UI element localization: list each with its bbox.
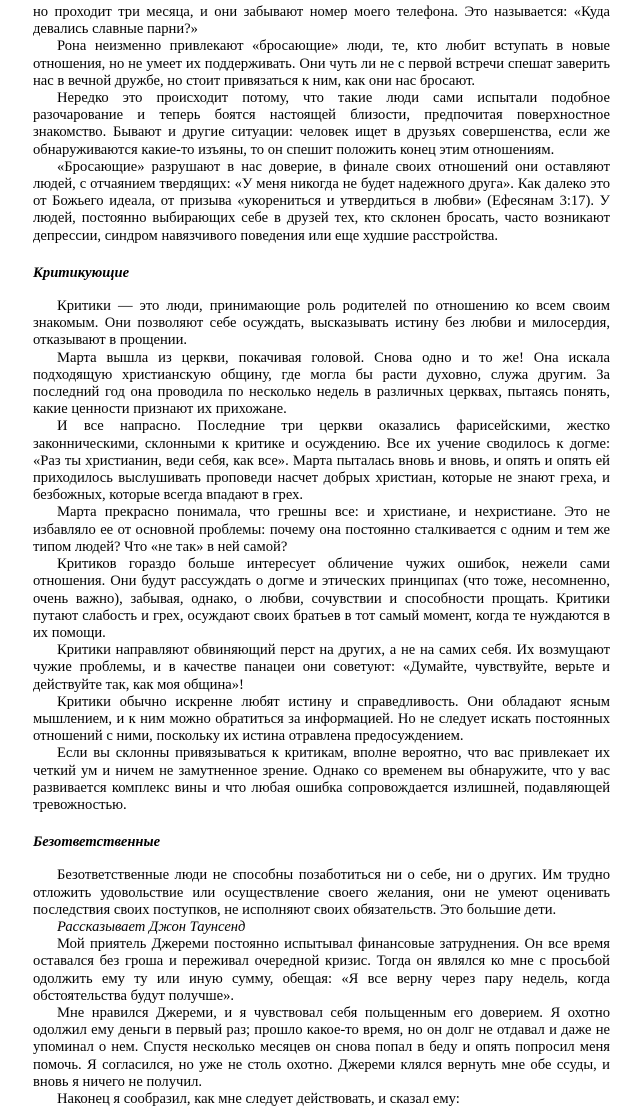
paragraph-critics-8: Если вы склонны привязываться к критикам, вполне вероятно, что вас привлекает их четкий ум и ничем не замутненное зрение. Однако со временем вы обнаружите, что у вас развивается комплекс вины и что любая ошибка сопровождается излишней, подавляющей тревожностью. xyxy=(33,745,610,813)
paragraph-critics-7: Критики обычно искренне любят истину и справедливость. Они обладают ясным мышлением, и к ним можно обратиться за информацией. Но не следует искать постоянных отношений с ними, поскольку их истина отравлена предосуждением. xyxy=(33,693,610,745)
paragraph-critics-1: Критики — это люди, принимающие роль родителей по отношению ко всем своим знакомым. Они позволяют себе осуждать, высказывать истину без любви и милосердия, отказывают в прощении. xyxy=(33,298,610,349)
paragraph-story-1: Мой приятель Джереми постоянно испытывал финансовые затруднения. Он все время оставался без гроша и переживал очередной кризис. Тогда он являлся ко мне с просьбой одолжить ему ту или иную сумму, обещая: «Я все верну через пару недель, когда обстоятельства будут получше». xyxy=(33,936,610,1004)
paragraph-irresponsible-1: Безответственные люди не способны позаботиться ни о себе, ни о других. Им трудно отложить удовольствие или осуществление своего желания, они не умеют оценивать последствия своих поступков, не исполняют своих обязательств. Это большие дети. xyxy=(33,867,610,918)
paragraph-critics-2: Марта вышла из церкви, покачивая головой. Снова одно и то же! Она искала подходящую христианскую общину, где могла бы расти духовно, служа другим. За последний год она проводила по несколько недель в различных церквах, пытаясь понять, какие ценности признают их прихожане. xyxy=(33,349,610,418)
section-heading-critics: Критикующие xyxy=(33,264,130,281)
paragraph-intro-2: Рона неизменно привлекают «бросающие» люди, те, кто любит вступать в новые отношения, но не умеет их поддерживать. Они чуть ли не с первой встречи спешат заверить нас в вечной дружбе, но стоит привязаться к ним, как они нас бросают. xyxy=(33,38,610,89)
paragraph-intro-4: «Бросающие» разрушают в нас доверие, в финале своих отношений они оставляют людей, с отчаянием твердящих: «У меня никогда не будет надежного друга». Как далеко это от Божьего идеала, от призыва «укорениться и утвердиться в любви» (Ефесянам 3:17). У людей, постоянно выбирающих себе в друзей тех, кто склонен бросать, часто возникают депрессии, синдром навязчивого поведения или еще худшие расстройства. xyxy=(33,158,610,244)
paragraph-critics-5: Критиков гораздо больше интересует обличение чужих ошибок, нежели сами отношения. Они будут рассуждать о догме и этических принципах (что тоже, несомненно, очень важно), забывая, однако, о любви, сочувствии и способности прощать. Критики путают слабость и грех, осуждают своих братьев в тот самый момент, когда те нуждаются в их помощи. xyxy=(33,556,610,641)
paragraph-critics-6: Критики направляют обвиняющий перст на других, а не на самих себя. Их возмущают чужие проблемы, и в качестве панацеи они советуют: «Думайте, чувствуйте, верьте и действуйте так, как моя община»! xyxy=(33,642,610,693)
paragraph-intro-3: Нередко это происходит потому, что такие люди сами испытали подобное разочарование и теперь боятся настоящей близости, предпочитая поверхностное знакомство. Бывают и другие ситуации: человек ищет в друзьях совершенства, если же обнаруживаются какие-то изъяны, то он спешит положить конец этим отношениям. xyxy=(33,90,610,158)
paragraph-critics-4: Марта прекрасно понимала, что грешны все: и христиане, и нехристиане. Это не избавляло ее от основной проблемы: почему она постоянно сталкивается с одним и тем же типом людей? Что «не так» в ней самой? xyxy=(33,504,610,555)
section-heading-irresponsible: Безответственные xyxy=(33,834,161,851)
paragraph-story-3: Наконец я сообразил, как мне следует действовать, и сказал ему: xyxy=(57,1090,460,1107)
paragraph-intro-1: но проходит три месяца, и они забывают номер моего телефона. Это называется: «Куда девались славные парни?» xyxy=(33,4,610,38)
story-byline: Рассказывает Джон Таунсенд xyxy=(57,918,246,935)
paragraph-critics-3: И все напрасно. Последние три церкви оказались фарисейскими, жестко законническими, склонными к критике и осуждению. Все их учение сводилось к догме: «Раз ты христианин, веди себя, как все». Марта пыталась вновь и вновь, и опять и опять ей приходилось выслушивать проповеди насчет добрых христиан, которые не знают греха, и безбожных, которые всегда впадают в грех. xyxy=(33,418,610,504)
paragraph-story-2: Мне нравился Джереми, и я чувствовал себя польщенным его доверием. Я охотно одолжил ему деньги в первый раз; прошло какое-то время, но он долг не отдавал и даже не упоминал о нем. Спустя несколько месяцев он снова попал в беду и опять попросил меня помочь. Я согласился, но уже не столь охотно. Джереми клялся вернуть мне обе ссуды, и вновь я ничего не получил. xyxy=(33,1004,610,1090)
